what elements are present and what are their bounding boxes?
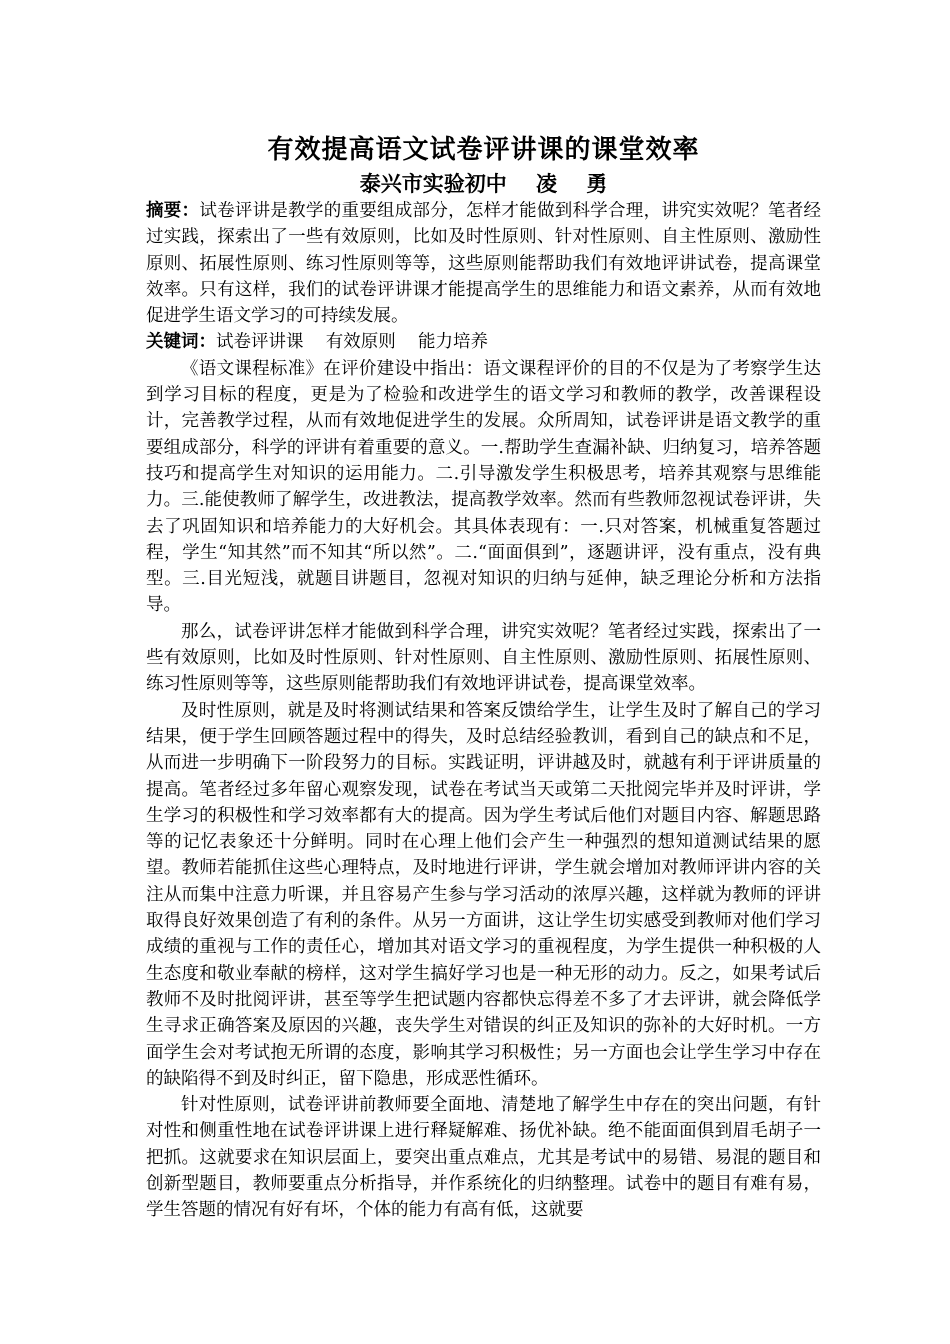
keywords-paragraph (146, 329, 821, 355)
abstract-label: 摘要： (146, 201, 200, 221)
keywords-label: 关键词： (146, 332, 216, 353)
abstract-text: 试卷评讲是教学的重要组成部分，怎样才能做到科学合理，讲究实效呢？笔者经过实践，探索出了一些有效原则，比如及时性原则、针对性原则、自主性原则、激励性原则、拓展性原则、练习性原则等等，这些原则能帮助我们有效地评讲试卷，提高课堂效率。只有这样，我们的试卷评讲课才能提高学生的思维能力和语文素养，从而有效地促进学生语文学习的可持续发展。 (146, 201, 821, 327)
keywords-text: 试卷评讲课 有效原则 能力培养 (216, 332, 489, 353)
body-paragraph-3: 及时性原则，就是及时将测试结果和答案反馈给学生，让学生及时了解自己的学习结果，便于学生回顾答题过程中的得失，及时总结经验教训，看到自己的缺点和不足，从而进一步明确下一阶段努力的目标。实践证明，评讲越及时，就越有利于评讲质量的提高。笔者经过多年留心观察发现，试卷在考试当天或第二天批阅完毕并及时评讲，学生学习的积极性和学习效率都有大的提高。因为学生考试后他们对题目内容、解题思路等的记忆表象还十分鲜明。同时在心理上他们会产生一种强烈的想知道测试结果的愿望。教师若能抓住这些心理特点，及时地进行评讲，学生就会增加对教师评讲内容的关注从而集中注意力听课，并且容易产生参与学习活动的浓厚兴趣，这样就为教师的评讲取得良好效果创造了有利的条件。从另一方面讲，这让学生切实感受到教师对他们学习成绩的重视与工作的责任心，增加其对语文学习的重视程度，为学生提供一种积极的人生态度和敬业奉献的榜样，这对学生搞好学习也是一种无形的动力。反之，如果考试后教师不及时批阅评讲，甚至等学生把试题内容都快忘得差不多了才去评讲，就会降低学生寻求正确答案及原因的兴趣，丧失学生对错误的纠正及知识的弥补的大好时机。一方面学生会对考试抱无所谓的态度，影响其学习积极性；另一方面也会让学生学习中存在的缺陷得不到及时纠正，留下隐患，形成恶性循环。 (146, 700, 821, 1089)
abstract-paragraph (146, 198, 821, 329)
body-paragraph-2: 那么，试卷评讲怎样才能做到科学合理，讲究实效呢？笔者经过实践，探索出了一些有效原则，比如及时性原则、针对性原则、自主性原则、激励性原则、拓展性原则、练习性原则等等，这些原则能帮助我们有效地评讲试卷，提高课堂效率。 (146, 621, 821, 695)
author-line: 泰兴市实验初中 凌 勇 (359, 171, 608, 196)
document-page (146, 130, 821, 1224)
body-paragraph-1: 《语文课程标准》在评价建设中指出：语文课程评价的目的不仅是为了考察学生达到学习目标的程度，更是为了检验和改进学生的语文学习和教师的教学，改善课程设计，完善教学过程，从而有效地促进学生的发展。众所周知，试卷评讲是语文教学的重要组成部分，科学的评讲有着重要的意义。一.帮助学生查漏补缺、归纳复习，培养答题技巧和提高学生对知识的运用能力。二.引导激发学生积极思考，培养其观察与思维能力。三.能使教师了解学生，改进教法，提高教学效率。然而有些教师忽视试卷评讲，失去了巩固知识和培养能力的大好机会。其具体表现有：一.只对答案，机械重复答题过程，学生“知其然”而不知其“所以然”。二.“面面俱到”，逐题讲评，没有重点，没有典型。三.目光短浅，就题目讲题目，忽视对知识的归纳与延伸，缺乏理论分析和方法指导。 (146, 358, 821, 616)
body-paragraph-4: 针对性原则，试卷评讲前教师要全面地、清楚地了解学生中存在的突出问题，有针对性和侧重性地在试卷评讲课上进行释疑解难、扬优补缺。绝不能面面俱到眉毛胡子一把抓。这就要求在知识层面上，要突出重点难点，尤其是考试中的易错、易混的题目和创新型题目，教师要重点分析指导，并作系统化的归纳整理。试卷中的题目有难有易，学生答题的情况有好有坏，个体的能力有高有低，这就要 (146, 1095, 821, 1221)
document-title: 有效提高语文试卷评讲课的课堂效率 (267, 135, 700, 165)
